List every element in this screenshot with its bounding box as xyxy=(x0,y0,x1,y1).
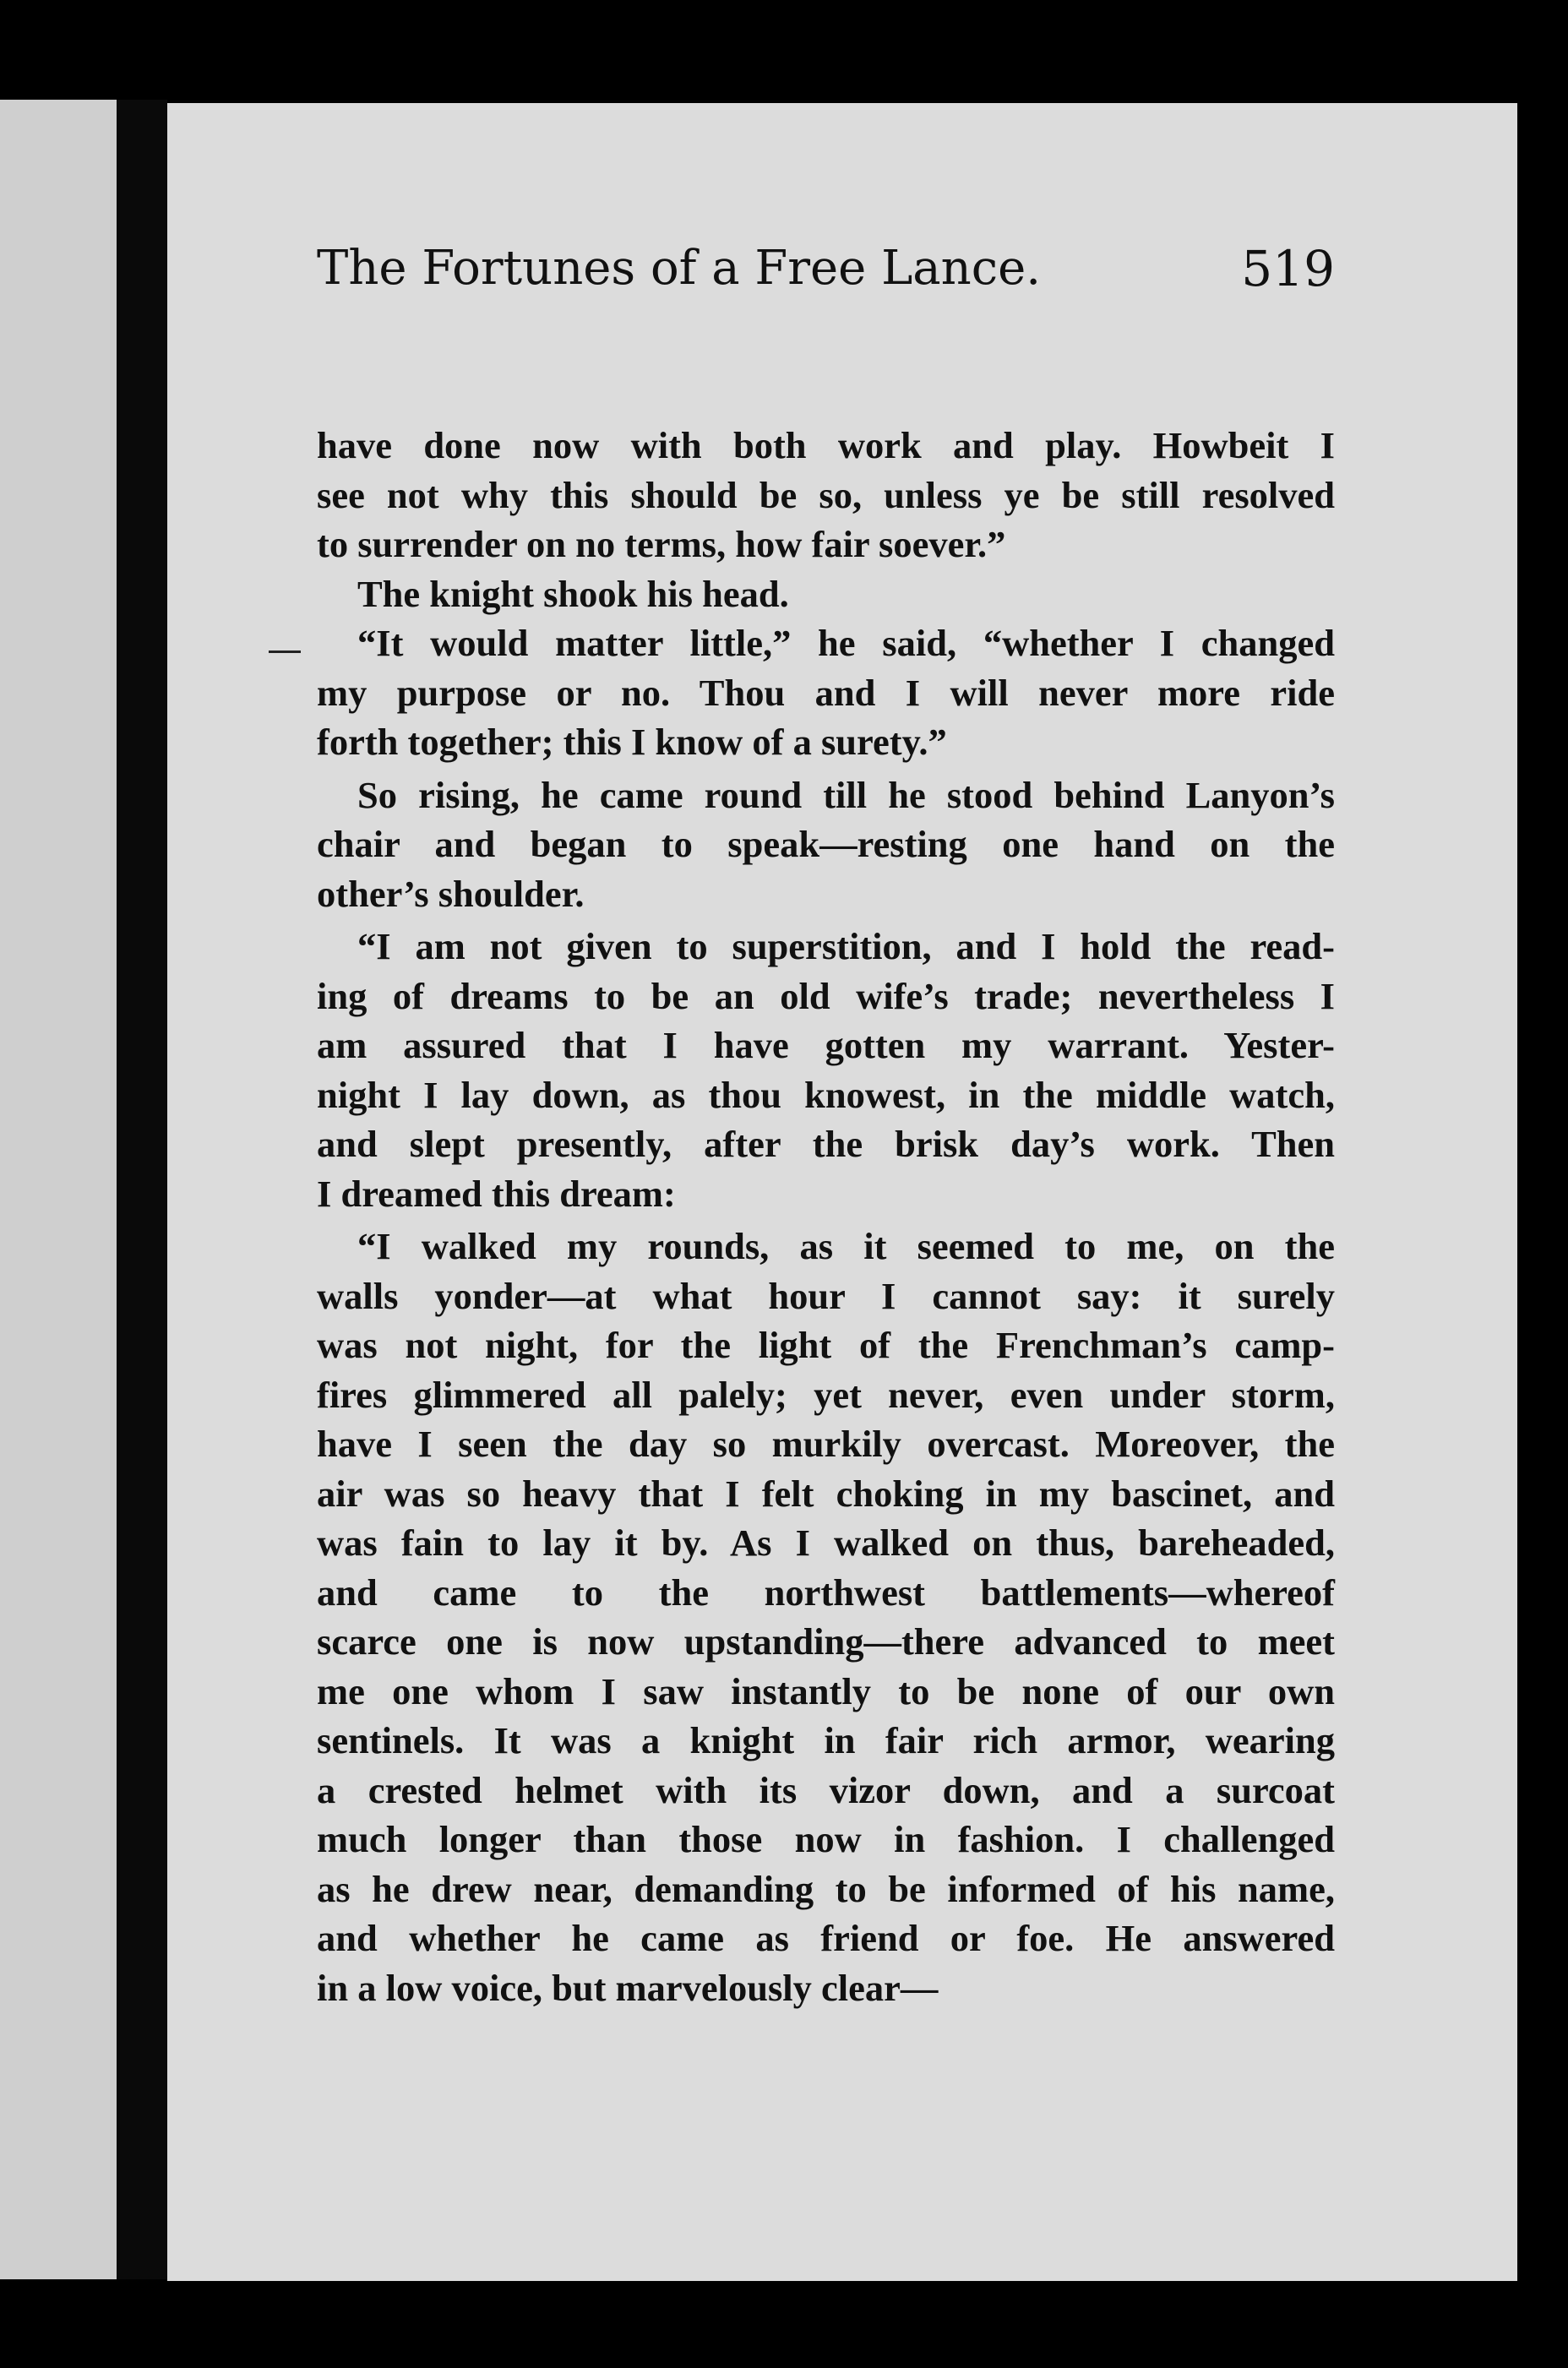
text-line: fires glimmered all palely; yet never, even under storm, xyxy=(317,1373,1335,1416)
page-header xyxy=(317,226,1335,311)
text-line: and whether he came as friend or foe. He answered xyxy=(317,1917,1335,1959)
text-line: I dreamed this dream: xyxy=(317,1172,676,1215)
running-title: The Fortunes of a Free Lance. xyxy=(317,241,1042,296)
text-line: night I lay down, as thou knowest, in the middle watch, xyxy=(317,1073,1335,1116)
facing-page-edge xyxy=(0,100,117,2279)
text-line: to surrender on no terms, how fair soever.” xyxy=(317,523,1006,565)
text-line: scarce one is now upstanding—there advanced to meet xyxy=(317,1620,1335,1663)
page-number: 519 xyxy=(1241,240,1335,297)
text-line: ing of dreams to be an old wife’s trade; nevertheless I xyxy=(317,974,1335,1017)
text-line: and came to the northwest battlements—whereof xyxy=(317,1571,1335,1614)
body-text xyxy=(317,421,1335,2012)
book-gutter xyxy=(117,100,167,2279)
text-line: have done now with both work and play. Howbeit I xyxy=(317,424,1335,466)
text-line: was not night, for the light of the Frenchman’s camp- xyxy=(317,1324,1335,1366)
text-line: “I am not given to superstition, and I hold the read- xyxy=(357,925,1335,967)
margin-dash-mark xyxy=(269,651,301,653)
text-line: other’s shoulder. xyxy=(317,872,585,915)
text-line: am assured that I have gotten my warrant. Yester- xyxy=(317,1024,1335,1066)
text-line: chair and began to speak—resting one hand on the xyxy=(317,823,1335,865)
text-line: see not why this should be so, unless ye be still resolved xyxy=(317,473,1335,516)
text-line: was fain to lay it by. As I walked on thus, bareheaded, xyxy=(317,1522,1335,1564)
text-line: forth together; this I know of a surety.” xyxy=(317,721,947,763)
text-line: and slept presently, after the brisk day’s work. Then xyxy=(317,1123,1335,1165)
text-line: have I seen the day so murkily overcast. Moreover, the xyxy=(317,1423,1335,1465)
text-line: So rising, he came round till he stood behind Lanyon’s xyxy=(357,773,1335,816)
text-line: my purpose or no. Thou and I will never more ride xyxy=(317,671,1335,714)
text-line: The knight shook his head. xyxy=(357,572,789,615)
text-line: sentinels. It was a knight in fair rich armor, wearing xyxy=(317,1719,1335,1761)
text-line: a crested helmet with its vizor down, and a surcoat xyxy=(317,1768,1335,1811)
text-line: “It would matter little,” he said, “whether I changed xyxy=(357,622,1335,664)
text-line: walls yonder—at what hour I cannot say: it surely xyxy=(317,1274,1335,1317)
text-line: air was so heavy that I felt choking in my bascinet, and xyxy=(317,1472,1335,1515)
text-line: “I walked my rounds, as it seemed to me, on the xyxy=(357,1225,1335,1267)
text-line: in a low voice, but marvelously clear— xyxy=(317,1966,939,2009)
text-line: me one whom I saw instantly to be none of our own xyxy=(317,1669,1335,1712)
text-line: much longer than those now in fashion. I challenged xyxy=(317,1818,1335,1860)
text-line: as he drew near, demanding to be informed of his name, xyxy=(317,1867,1335,1910)
